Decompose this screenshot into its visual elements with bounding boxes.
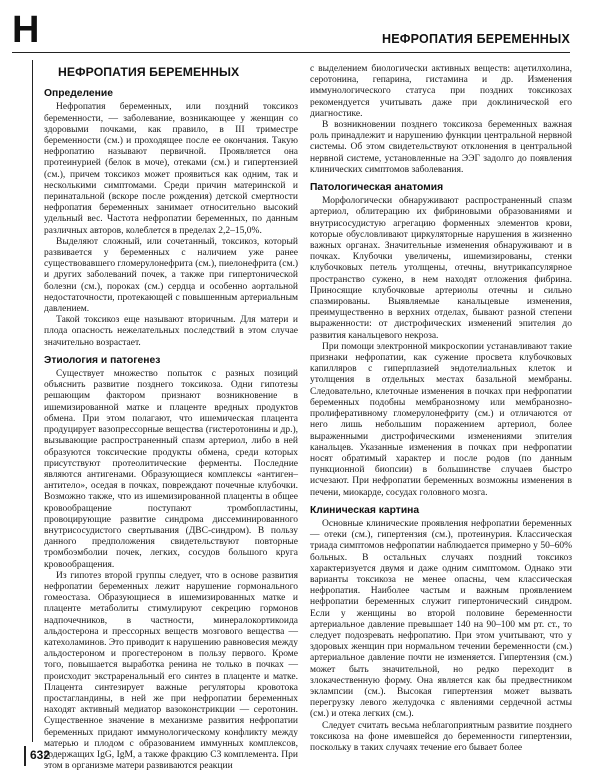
definition-paragraph-1: Нефропатия беременных, или поздний токсикоз беременности, — заболевание, возникающее у женщин со здоровыми почками, как правило, в III триместре беременности (см.) и проходящее после ее окончания. Такую нефропатию называют первичной. Проявляется она протеинурией (белок в моче), отеками (см.) и гипертензией (см.), причем токсикоз может проявиться как одним, так и несколькими симптомами. Среди причин материнской и перинатальной (вскоре после рождения) детской смертности нефропатия беременных занимает относительно высокий удельный вес. Частота нефропатии беременных, по данным различных авторов, колеблется в пределах 2,2–15,0%.: [44, 102, 298, 236]
etiology-continued-paragraph-1: с выделением биологически активных веществ: ацетилхолина, серотонина, гепарина, гистамина и др. Изменения иммунологического статуса при поздних токсикозах рекомендуется учитывать даже при доклинической его диагностике.: [310, 64, 572, 119]
definition-heading: Определение: [44, 88, 113, 100]
page-number: 632: [30, 748, 51, 762]
section-letter: Н: [12, 9, 40, 51]
header-rule: [12, 52, 570, 53]
etiology-continued-paragraph-2: В возникновении позднего токсикоза беременных важная роль принадлежит и нарушению функции центральной нервной системы. Об этом свидетельствуют отклонения в центральной нервной системе, установленные на ЭЭГ задолго до появления клинических симптомов заболевания.: [310, 120, 572, 175]
right-column: [310, 64, 572, 754]
clinical-paragraph-2: Следует считать весьма неблагоприятным развитие позднего токсикоза на фоне имевшейся до беременности гипертензии, поскольку в таких случаях течение его бывает более: [310, 720, 572, 753]
definition-paragraph-3: Такой токсикоз еще называют вторичным. Для матери и плода опасность нежелательных последствий в этом случае значительно возрастает.: [44, 315, 298, 348]
etiology-paragraph-2: Из гипотез второй группы следует, что в основе развития нефропатии беременных лежит нарушение гормонального гомеостаза. Образующиеся в ишемизированных матке и плаценте метаболиты стимулируют секрецию гормонов надпочечников, в частности, минералокортикоида альдостерона и прессорных веществ мозгового вещества — катехоламинов. Это приводит к нарушению равновесия между альдостероном и прогестероном в пользу первого. Кроме того, повышается выработка ренина не только в почках — происходит экстраренальный его синтез в плаценте и матке. Плацента синтезирует важные регуляторы кровотока простагландины, в ней же при нефропатии беременных находят активный медиатор вазоконстрикции — серотонин. Существенное значение в механизме развития нефропатии беременных придают иммунологическому конфликту между матерью и плодом с образованием иммунных комплексов, содержащих IgG, IgM, а также фракцию С3 комплемента. При этом в организме матери развиваются реакции: [44, 570, 298, 772]
clinical-paragraph-1: Основные клинические проявления нефропатии беременных — отеки (см.), гипертензия (см.), протеинурия. Классическая триада симптомов нефропатии наблюдается примерно у 50–60% больных. В остальных случаях поздний токсикоз характеризуется двумя и даже одним симптомом. Однако эти варианты токсикоза не менее опасны, чем классическая нефропатия. Наиболее частым и важным проявлением нефропатии беременных служит гипертонический синдром. Если у женщины во второй половине беременности артериальное давление превышает 140 на 90–100 мм рт. ст., то следует подозревать нефропатию. При этом учитывают, что у здоровых женщин при нормальном течении беременности (см.) артериальное давление почти не изменяется. Гипертензия (см.) может быть значительной, но редко переходит в злокачественную форму. Она является как бы предвестником эклампсии (см.). Высокая гипертензия может вызвать перегрузку левого желудочка с явлениями сердечной астмы (см.) и отека легких (см.).: [310, 518, 572, 720]
clinical-heading: Клиническая картина: [310, 504, 420, 516]
article-title: НЕФРОПАТИЯ БЕРЕМЕННЫХ: [58, 65, 240, 79]
pathology-paragraph-2: При помощи электронной микроскопии устанавливают такие признаки нефропатии, как сужение просвета клубочковых капилляров с гиперплазией эндотелиальных клеток и утолщения в отдельных местах базальной мембраны. Следовательно, клеточные изменения в почках при нефропатии беременных подобны мембранозному или мембранозно-пролиферативному гломерулонефриту (см.) и отличаются от него лишь небольшим поражением артериол, более выраженными дистрофическими изменениями эпителия канальцев. Указанные изменения в почках при нефропатии носят обратимый характер и после родов (по данным пункционной биопсии) в большинстве случаев быстро исчезают. При нефропатии беременных возможны изменения в печени, миокарде, сосудах головного мозга.: [310, 341, 572, 498]
definition-paragraph-2: Выделяют сложный, или сочетанный, токсикоз, который развивается у беременных с наличием уже ранее существовавшего гломерулонефрита (см.), пиелонефрита (см.) и других заболеваний почек, а также при гипертонической болезни (см.), пороках (см.) сердца и особенно аортальной недостаточности, протекающей с повышенным артериальным давлением.: [44, 236, 298, 315]
running-head: НЕФРОПАТИЯ БЕРЕМЕННЫХ: [382, 32, 570, 46]
left-column: [44, 62, 298, 772]
etiology-paragraph-1: Существует множество попыток с разных позиций объяснить развитие позднего токсикоза. Одни гипотезы решающим фактором признают возникновение в ишемизированной матке и плаценте вредных продуктов обмена. При этом полагают, что ишемическая плацента продуцирует вазопрессорные вещества (гистеротонины и др.), вызывающие распространенный спазм артериол, либо в ней образуются токсические продукты обмена, среди которых присутствуют протеолитические ферменты. Последние являются антигенами. Образующиеся комплексы «антиген–антитело», оседая в почках, повреждают почечные клубочки. Возможно также, что из ишемизированной плаценты в общее кровообращение поступают тромбопластины, провоцирующие развитие синдрома диссеминированного внутрисосудистого свертывания (ДВС-синдром). В пользу данного предположения свидетельствуют повторные тромбоэмболии почек, легких, сосудов большого круга кровообращения.: [44, 369, 298, 570]
margin-rule: [32, 60, 33, 742]
pathology-paragraph-1: Морфологически обнаруживают распространенный спазм артериол, облитерацию их фибриновыми образованиями и внутрисосудистую агрегацию форменных элементов крови, которые обусловливают циркуляторные нарушения в жизненно важных органах. Значительные изменения обнаруживают и в почках. Клубочки увеличены, ишемизированы, стенки клубочковых петель утолщены, отечны, внутрикапсулярное пространство сужено, в нем находят отложения фибрина. Приносящие клубочковые артериолы отечны и сильно спазмированы. Выявляемые канальцевые изменения, преимущественно в верхних отделах, бывают разной степени выраженности: от дистрофических изменений эпителия до развития канальцевого некроза.: [310, 196, 572, 341]
etiology-heading: Этиология и патогенез: [44, 354, 161, 366]
pathology-heading: Патологическая анатомия: [310, 182, 444, 194]
